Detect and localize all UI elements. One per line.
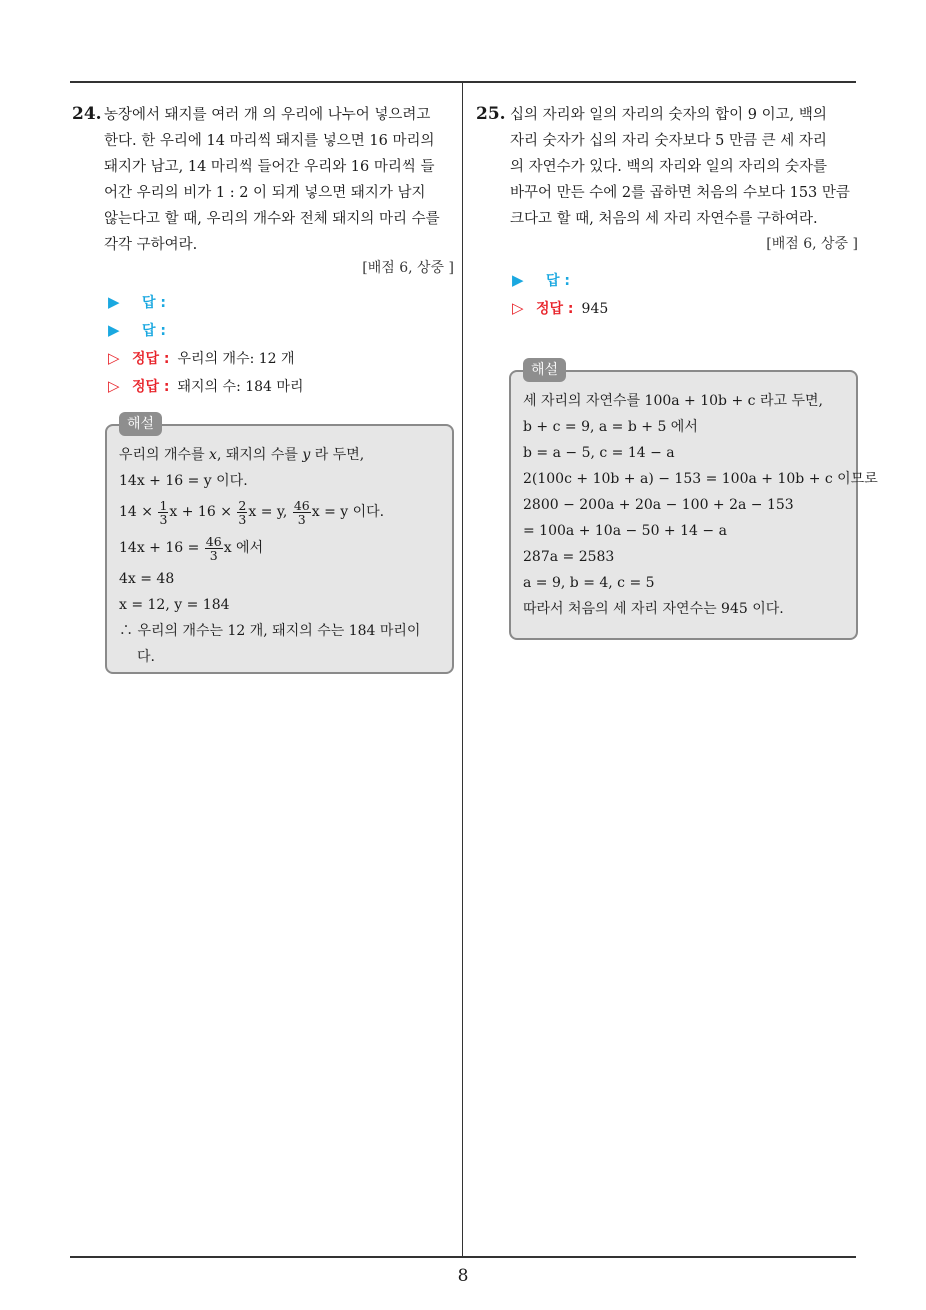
question-line: 돼지가 남고, 14 마리씩 들어간 우리와 16 마리씩 들 (104, 159, 435, 175)
solution-line: 14x + 16 = y 이다. (119, 473, 248, 489)
question-number: 25. (476, 104, 506, 124)
correct-answer-value: 우리의 개수: 12 개 (177, 351, 295, 367)
question-line: 않는다고 할 때, 우리의 개수와 전체 돼지의 마리 수를 (104, 211, 440, 227)
correct-answer-row (512, 294, 858, 322)
solution-line: b = a − 5, c = 14 − a (523, 445, 675, 461)
question-line: 한다. 한 우리에 14 마리씩 돼지를 넣으면 16 마리의 (104, 133, 435, 149)
question-line: 의 자연수가 있다. 백의 자리와 일의 자리의 숫자를 (510, 159, 828, 175)
solution-text (107, 426, 452, 670)
answer-block (512, 266, 858, 322)
solution-line: ∴ 우리의 개수는 12 개, 돼지의 수는 184 마리이 (119, 623, 421, 639)
score-label: [배점 6, 상중 ] (766, 236, 858, 252)
correct-label: 정답 : (132, 379, 170, 395)
question-25 (476, 100, 858, 322)
question-text (104, 100, 454, 258)
solution-line: 2800 − 200a + 20a − 100 + 2a − 153 (523, 497, 794, 513)
question-line: 십의 자리와 일의 자리의 숫자의 합이 9 이고, 백의 (510, 107, 827, 123)
column-divider (462, 82, 463, 1258)
solution-line: x = 12, y = 184 (119, 597, 230, 613)
question-24 (72, 100, 454, 400)
score-label: [배점 6, 상중 ] (362, 260, 454, 276)
question-number: 24. (72, 104, 102, 124)
solution-line: 287a = 2583 (523, 549, 615, 565)
bottom-rule (70, 1256, 856, 1258)
solution-line: b + c = 9, a = b + 5 에서 (523, 419, 698, 435)
answer-label: 답 : (546, 273, 570, 289)
question-line: 각각 구하여라. (104, 237, 198, 253)
answer-row (512, 266, 858, 294)
fraction: $\frac{46}{3}$ (205, 533, 222, 563)
correct-answer-row (108, 344, 454, 372)
solution-box-25 (509, 362, 878, 640)
answer-label: 답 : (142, 323, 166, 339)
answer-label: 답 : (142, 295, 166, 311)
question-text (510, 100, 858, 232)
page-number: 8 (457, 1266, 469, 1286)
solution-line: 14x + 16 = $\frac{46}{3}$ x 에서 (119, 533, 264, 563)
solution-line: 세 자리의 자연수를 100a + 10b + c 라고 두면, (523, 393, 823, 409)
solution-line: 2(100c + 10b + a) − 153 = 100a + 10b + c 이므로 (523, 471, 878, 487)
question-line: 어간 우리의 비가 1 : 2 이 되게 넣으면 돼지가 남지 (104, 185, 426, 201)
answer-arrow-icon: ▶ (108, 321, 120, 339)
correct-answer-row (108, 372, 454, 400)
answer-block (108, 288, 454, 400)
solution-line: 다. (137, 649, 155, 665)
correct-answer-value: 돼지의 수: 184 마리 (177, 379, 304, 395)
answer-arrow-icon: ▶ (108, 293, 120, 311)
fraction: $\frac{1}{3}$ (159, 497, 168, 527)
solution-line: 우리의 개수를 x, 돼지의 수를 y 라 두면, (119, 447, 365, 463)
solution-line: 따라서 처음의 세 자리 자연수는 945 이다. (523, 601, 784, 617)
answer-arrow-icon: ▶ (512, 271, 524, 289)
correct-arrow-icon: ▷ (512, 299, 524, 317)
solution-badge: 해설 (119, 412, 162, 436)
correct-answer-value: 945 (581, 301, 609, 317)
solution-badge: 해설 (523, 358, 566, 382)
question-line: 크다고 할 때, 처음의 세 자리 자연수를 구하여라. (510, 211, 818, 227)
solution-line: a = 9, b = 4, c = 5 (523, 575, 655, 591)
fraction: $\frac{46}{3}$ (293, 497, 310, 527)
solution-line: 14 × $\frac{1}{3}$ x + 16 × $\frac{2}{3}$ x = y, $\frac{46}{3}$ x = y 이다. (119, 497, 385, 527)
question-line: 자리 숫자가 십의 자리 숫자보다 5 만큼 큰 세 자리 (510, 133, 827, 149)
correct-label: 정답 : (132, 351, 170, 367)
fraction: $\frac{2}{3}$ (238, 497, 247, 527)
question-line: 바꾸어 만든 수에 2를 곱하면 처음의 수보다 153 만큼 (510, 185, 850, 201)
solution-line: = 100a + 10a − 50 + 14 − a (523, 523, 727, 539)
correct-arrow-icon: ▷ (108, 349, 120, 367)
answer-row (108, 316, 454, 344)
solution-text (511, 372, 878, 622)
solution-line: 4x = 48 (119, 571, 175, 587)
correct-label: 정답 : (536, 301, 574, 317)
top-rule (70, 81, 856, 83)
answer-row (108, 288, 454, 316)
correct-arrow-icon: ▷ (108, 377, 120, 395)
question-line: 농장에서 돼지를 여러 개 의 우리에 나누어 넣으려고 (104, 107, 431, 123)
solution-box-24 (105, 416, 454, 674)
